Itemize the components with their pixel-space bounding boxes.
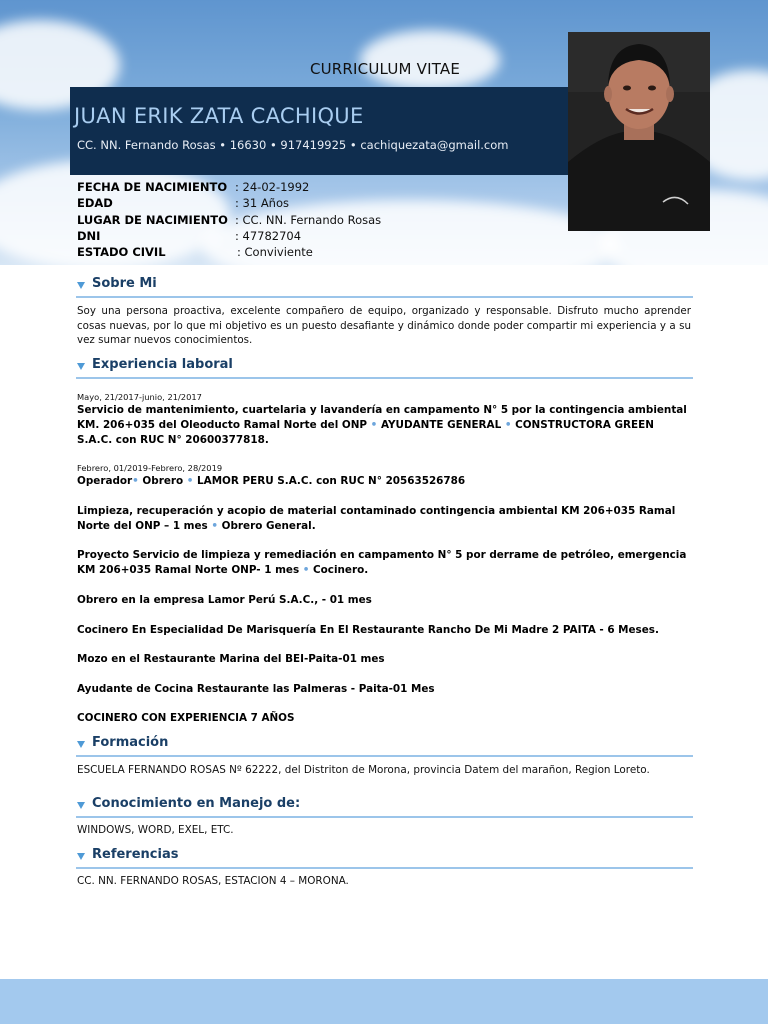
info-row-age: EDAD : 31 Años: [77, 196, 290, 211]
job-description: Mozo en el Restaurante Marina del BEI-Paita-01 mes: [77, 653, 385, 665]
job-date: Febrero, 01/2019-Febrero, 28/2019: [77, 463, 223, 473]
section-skills: [76, 796, 693, 818]
job-date: Mayo, 21/2017-junio, 21/2017: [77, 392, 202, 402]
job-description: Proyecto Servicio de limpieza y remediación en campamento N° 5 por derrame de petróleo, emergencia KM 206+035 Ramal Norte ONP- 1 mes • Cocinero.: [77, 549, 687, 576]
info-row-birthplace: LUGAR DE NACIMIENTO : CC. NN. Fernando Rosas: [77, 212, 382, 227]
job-description: Ayudante de Cocina Restaurante las Palmeras - Paita-01 Mes: [77, 683, 435, 695]
info-row-birthdate: FECHA DE NACIMIENTO : 24-02-1992: [77, 180, 310, 194]
job-description: COCINERO CON EXPERIENCIA 7 AÑOS: [77, 712, 295, 724]
info-row-dni: DNI : 47782704: [77, 228, 302, 243]
triangle-down-icon: [77, 363, 85, 370]
triangle-down-icon: [77, 282, 85, 289]
job-description: Operador• Obrero • LAMOR PERU S.A.C. con RUC N° 20563526786: [77, 475, 466, 487]
triangle-down-icon: [77, 853, 85, 860]
job-description: Servicio de mantenimiento, cuartelaria y lavandería en campamento N° 5 por la contingencia ambiental KM. 206+035 del Oleoducto Ramal Norte del ONP • AYUDANTE GENERAL • CONSTRUCTORA GREEN S.A.C. con RUC N° 20600377818.: [77, 404, 687, 446]
section-title: Referencias: [92, 847, 179, 862]
contact-line: CC. NN. Fernando Rosas • 16630 • 917419925 • cachiquezata@gmail.com: [77, 138, 509, 152]
section-title: Formación: [92, 735, 169, 750]
person-name: JUAN ERIK ZATA CACHIQUE: [74, 104, 364, 128]
name-banner: [70, 87, 570, 175]
section-experience: [76, 357, 693, 379]
profile-photo: [568, 32, 710, 231]
section-title: Sobre Mi: [92, 276, 157, 291]
job-description: Obrero en la empresa Lamor Perú S.A.C., - 01 mes: [77, 594, 372, 606]
education-text: ESCUELA FERNANDO ROSAS Nº 62222, del Distriton de Morona, provincia Datem del marañon, Region Loreto.: [77, 764, 650, 776]
section-about: [76, 276, 693, 298]
job-description: Limpieza, recuperación y acopio de material contaminado contingencia ambiental KM 206+035 Ramal Norte del ONP – 1 mes • Obrero General.: [77, 505, 676, 532]
section-title: Conocimiento en Manejo de:: [92, 796, 301, 811]
section-education: [76, 735, 693, 757]
skills-text: WINDOWS, WORD, EXEL, ETC.: [77, 824, 234, 836]
job-description: Cocinero En Especialidad De Marisquería En El Restaurante Rancho De Mi Madre 2 PAITA - 6 Meses.: [77, 624, 659, 636]
footer-bar: [0, 979, 768, 1024]
section-references: [76, 847, 693, 869]
document-title: CURRICULUM VITAE: [309, 60, 461, 78]
triangle-down-icon: [77, 741, 85, 748]
personal-info: [77, 179, 381, 260]
triangle-down-icon: [77, 802, 85, 809]
about-text: Soy una persona proactiva, excelente compañero de equipo, organizado y responsable. Disfruto mucho aprender cosas nuevas, por lo que mi objetivo es un puesto desafiante y dinámico donde poder compartir mi experiencia y a su vez sumar nuevos conocimientos.: [77, 305, 691, 346]
references-text: CC. NN. FERNANDO ROSAS, ESTACION 4 – MORONA.: [77, 875, 349, 887]
info-row-civil-status: ESTADO CIVIL : Conviviente: [77, 245, 313, 260]
section-title: Experiencia laboral: [92, 357, 233, 372]
